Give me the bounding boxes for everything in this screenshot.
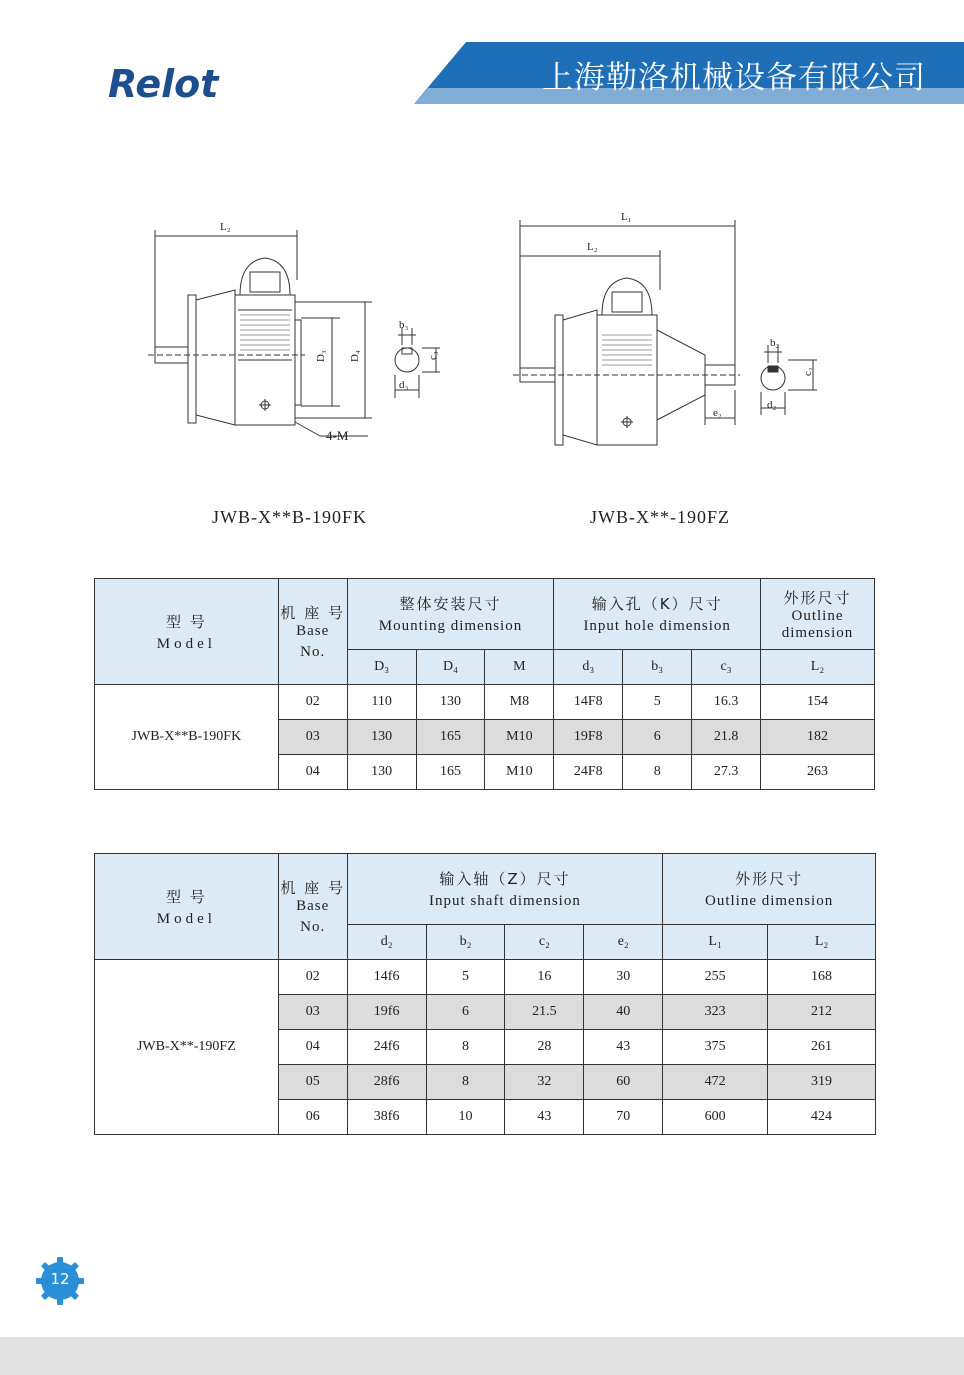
header-input-hole: 输入孔（K）尺寸 Input hole dimension [554, 579, 761, 650]
label-l1: L₁ [621, 211, 632, 223]
label-d3-small: d₃ [399, 379, 409, 391]
header-input-shaft: 输入轴（Z）尺寸 Input shaft dimension [347, 854, 663, 925]
table-row: 03 19f6 6 21.5 40 323 212 [95, 995, 876, 1030]
header-outline: 外形尺寸 Outline dimension [663, 854, 876, 925]
col-b2: b₂ [426, 925, 505, 960]
col-d3-hole: d₃ [554, 650, 623, 685]
company-name: 上海勒洛机械设备有限公司 [542, 60, 926, 96]
header-base: 机 座 号 Base No. [278, 579, 347, 685]
model-name: JWB-X**-190FZ [95, 960, 279, 1135]
col-l1: L₁ [663, 925, 768, 960]
table-fk [94, 578, 875, 790]
col-c2: c₂ [505, 925, 584, 960]
bottom-strip [0, 1337, 964, 1375]
caption-fk: JWB-X**B-190FK [212, 507, 368, 527]
caption-fz: JWB-X**-190FZ [590, 507, 730, 527]
label-d4: D₄ [349, 350, 361, 362]
page-number: 12 [50, 1270, 70, 1288]
col-l2: L₂ [761, 650, 875, 685]
header-model: 型 号 Model [95, 854, 279, 960]
table-row: 03 130 165 M10 19F8 6 21.8 182 [95, 720, 875, 755]
label-d2: d₂ [767, 399, 777, 411]
label-b2: b₂ [770, 337, 780, 349]
table-row: JWB-X**B-190FK 02 110 130 M8 14F8 5 16.3 154 [95, 685, 875, 720]
header-mounting: 整体安装尺寸 Mounting dimension [347, 579, 554, 650]
label-c2: c₂ [802, 367, 814, 376]
col-d3: D₃ [347, 650, 416, 685]
col-b3: b₃ [623, 650, 692, 685]
table-row: 04 130 165 M10 24F8 8 27.3 263 [95, 755, 875, 790]
header-banner [414, 42, 964, 104]
label-c3: c₃ [427, 351, 439, 360]
table-row: JWB-X**-190FZ 02 14f6 5 16 30 255 168 [95, 960, 876, 995]
label-e2: e₂ [713, 407, 722, 419]
label-b3: b₃ [399, 319, 409, 331]
model-name: JWB-X**B-190FK [95, 685, 279, 790]
label-l2: L₂ [220, 221, 231, 233]
table-row: 06 38f6 10 43 70 600 424 [95, 1100, 876, 1135]
col-d2: d₂ [347, 925, 426, 960]
col-c3: c₃ [692, 650, 761, 685]
label-l2-right: L₂ [587, 241, 598, 253]
label-d3: D₃ [315, 350, 327, 362]
table-row: 04 24f6 8 28 43 375 261 [95, 1030, 876, 1065]
col-d4: D₄ [416, 650, 485, 685]
header-base: 机 座 号 Base No. [278, 854, 347, 960]
relot-logo: Relot [108, 62, 219, 106]
header-model: 型 号 Model [95, 579, 279, 685]
header-outline: 外形尺寸 Outline dimension [761, 579, 875, 650]
table-fz [94, 853, 876, 1135]
table-row: 05 28f6 8 32 60 472 319 [95, 1065, 876, 1100]
col-e2: e₂ [584, 925, 663, 960]
drawing-fk [140, 210, 450, 450]
col-l2: L₂ [768, 925, 876, 960]
page-number-badge [35, 1256, 85, 1306]
drawing-fz [505, 200, 835, 460]
col-m: M [485, 650, 554, 685]
label-4m: 4-M [326, 428, 349, 443]
